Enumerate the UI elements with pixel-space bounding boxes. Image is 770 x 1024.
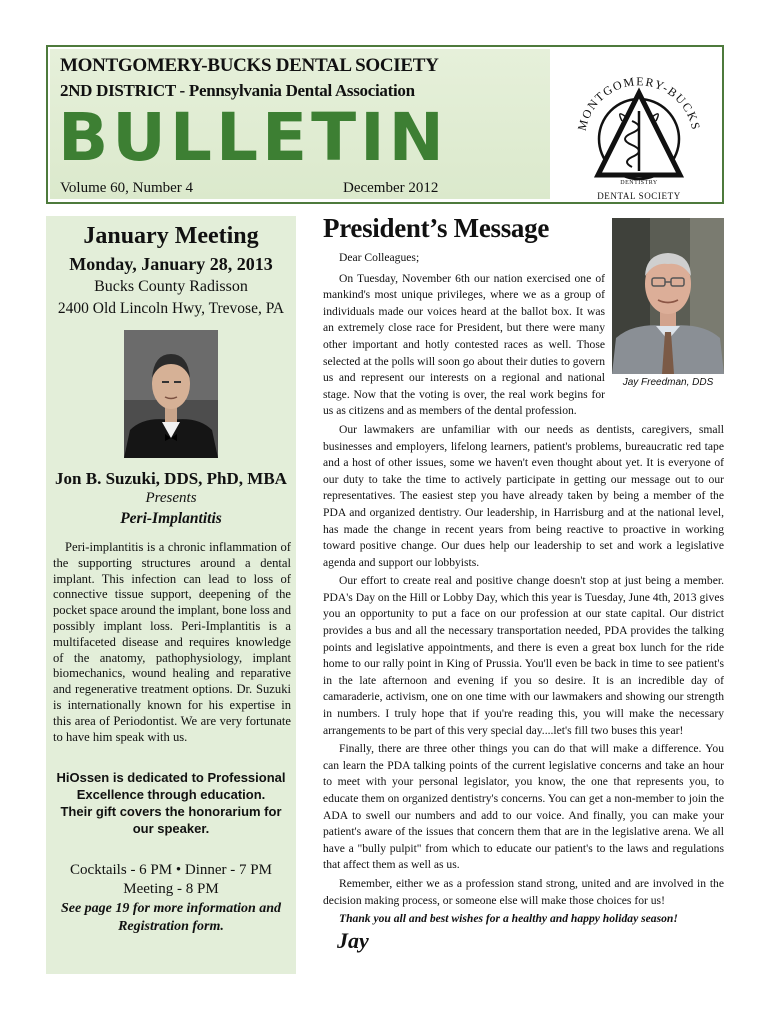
schedule-meeting: Meeting - 8 PM bbox=[123, 881, 219, 897]
logo-arc-text: MONTGOMERY-BUCKS bbox=[574, 74, 704, 133]
speaker-name: Jon B. Suzuki, DDS, PhD, MBA bbox=[55, 469, 287, 488]
presidents-message-heading: President’s Message bbox=[323, 213, 550, 243]
meeting-address: 2400 Old Lincoln Hwy, Trevose, PA bbox=[57, 300, 285, 317]
sponsor-note bbox=[50, 769, 292, 837]
society-name: MONTGOMERY-BUCKS DENTAL SOCIETY bbox=[60, 55, 439, 76]
meeting-date: Monday, January 28, 2013 bbox=[69, 254, 273, 274]
letter-paragraph: Our lawmakers are unfamiliar with our needs as dentists, caregivers, small businesses and employers, lifelong learners, patient's problems, bureaucratic red tape and a host of other issues, some we haven't even thought about yet. It is everyone of our duty to take the time to actively participate in getting our message out to our representatives. The easiest step you have already taken by being a member of the PDA and organized dentistry. Our leadership, in Harrisburg and at the national level, has made the change in recent years from being reactive to proactive in working toward positive change. Our dues help our leadership to set and work a legislative agenda and support our lobbyists. bbox=[323, 422, 724, 569]
logo-caption: DENTAL SOCIETY bbox=[597, 191, 681, 201]
talk-topic: Peri-Implantitis bbox=[120, 510, 222, 527]
meeting-venue: Bucks County Radisson bbox=[94, 278, 248, 295]
district-prefix: 2ND DISTRICT - bbox=[60, 81, 185, 100]
more-info-note: See page 19 for more information and Registration form. bbox=[60, 901, 282, 934]
schedule-dinner: Cocktails - 6 PM • Dinner - 7 PM bbox=[70, 862, 272, 878]
sponsor-line-2: Their gift covers the honorarium for our speaker. bbox=[60, 804, 282, 836]
letter-closing: Thank you all and best wishes for a healthy and happy holiday season! bbox=[339, 912, 678, 926]
letter-signature: Jay bbox=[337, 927, 369, 953]
meeting-heading: January Meeting bbox=[83, 223, 259, 249]
meeting-sidebar bbox=[46, 216, 296, 974]
logo-emblem-icon bbox=[564, 51, 714, 201]
letter-paragraph: Finally, there are three other things you can do that will make a difference. You can learn the PDA talking points of the current legislative concerns and take an hour to meet with your personal legislator, you know, the one that represents you, to educate them on organized dentistry's concerns. You can get a non-member to join the ADA to swell our numbers and add to our voice. And finally, you can make your patient's aware of the issues that concern them that are in the legislative arena. We all have a "bully pulpit" from which to educate our patient's to the laws and regulations that affect them as well as us. bbox=[323, 742, 724, 872]
society-logo bbox=[564, 51, 714, 201]
meeting-schedule bbox=[46, 861, 296, 899]
presents-label: Presents bbox=[145, 490, 197, 506]
issue-date: December 2012 bbox=[343, 180, 439, 196]
masthead bbox=[46, 45, 724, 204]
talk-abstract: Peri-implantitis is a chronic inflammation of the supporting structures around a dental implant. This infection can lead to loss of connective tissue support, deepening of the pocket space around the implant, bone loss and possibly implant loss. Peri-Implantitis is a multifaceted disease and requires knowledge of the anatomy, pathophysiology, implant biomechanics, wound healing and reparative and regenerative treatment options. Dr. Suzuki is internationally known for his expertise in this area of Periodontist. We are very fortunate to have him speak with us. bbox=[53, 540, 291, 744]
volume-number: Volume 60, Number 4 bbox=[60, 180, 194, 196]
letter-salutation: Dear Colleagues; bbox=[339, 251, 420, 264]
sponsor-line-1: HiOssen is dedicated to Professional Excellence through education. bbox=[56, 770, 286, 802]
district-line bbox=[60, 81, 415, 101]
letter-paragraph: On Tuesday, November 6th our nation exercised one of mankind's most unique privileges, where we as a group of individuals made our voices heard at the ballot box. It was an extremely close race for President, but there were many other important and hotly contested races as well. Those selected at the polls will soon go about their duties to govern us and represent our interests on a regional and national stage. Now that the voting is over, the real work begins for us as citizens and as members of the dental profession. bbox=[323, 271, 605, 418]
presidents-letter bbox=[323, 250, 724, 952]
newsletter-title: BULLETIN bbox=[58, 99, 448, 176]
letter-paragraph: Our effort to create real and positive change doesn't stop at just being a member. PDA's Day on the Hill or Lobby Day, which this year is Tuesday, June 4th, 2013 gives you an opportunity to put a face on our profession at our state capital. Our district provides a bus and all the necessary transportation needed, PDA provides the talking points and legislative appointments, and there is even a great box lunch for the ride home to our rally point in King of Prussia. You'll even be back in time to see patient's in the late afternoon and evening if you so desire. It is an incredible day of camaraderie, activism, one on one time with our lawmakers and showing our strength in numbers. I truly hope that if you're reading this, you will make the necessary arrangements to be part of this very special day....let's fill two buses this year! bbox=[323, 574, 724, 737]
logo-inner-text: DENTISTRY bbox=[620, 180, 658, 186]
letter-paragraph: Remember, either we as a profession stand strong, united and are involved in the decision making process, or someone else will make those choices for us! bbox=[323, 876, 724, 907]
masthead-banner bbox=[50, 49, 550, 199]
president-photo-caption: Jay Freedman, DDS bbox=[622, 377, 714, 388]
district-org: Pennsylvania Dental Association bbox=[188, 81, 415, 100]
speaker-photo bbox=[124, 330, 218, 458]
